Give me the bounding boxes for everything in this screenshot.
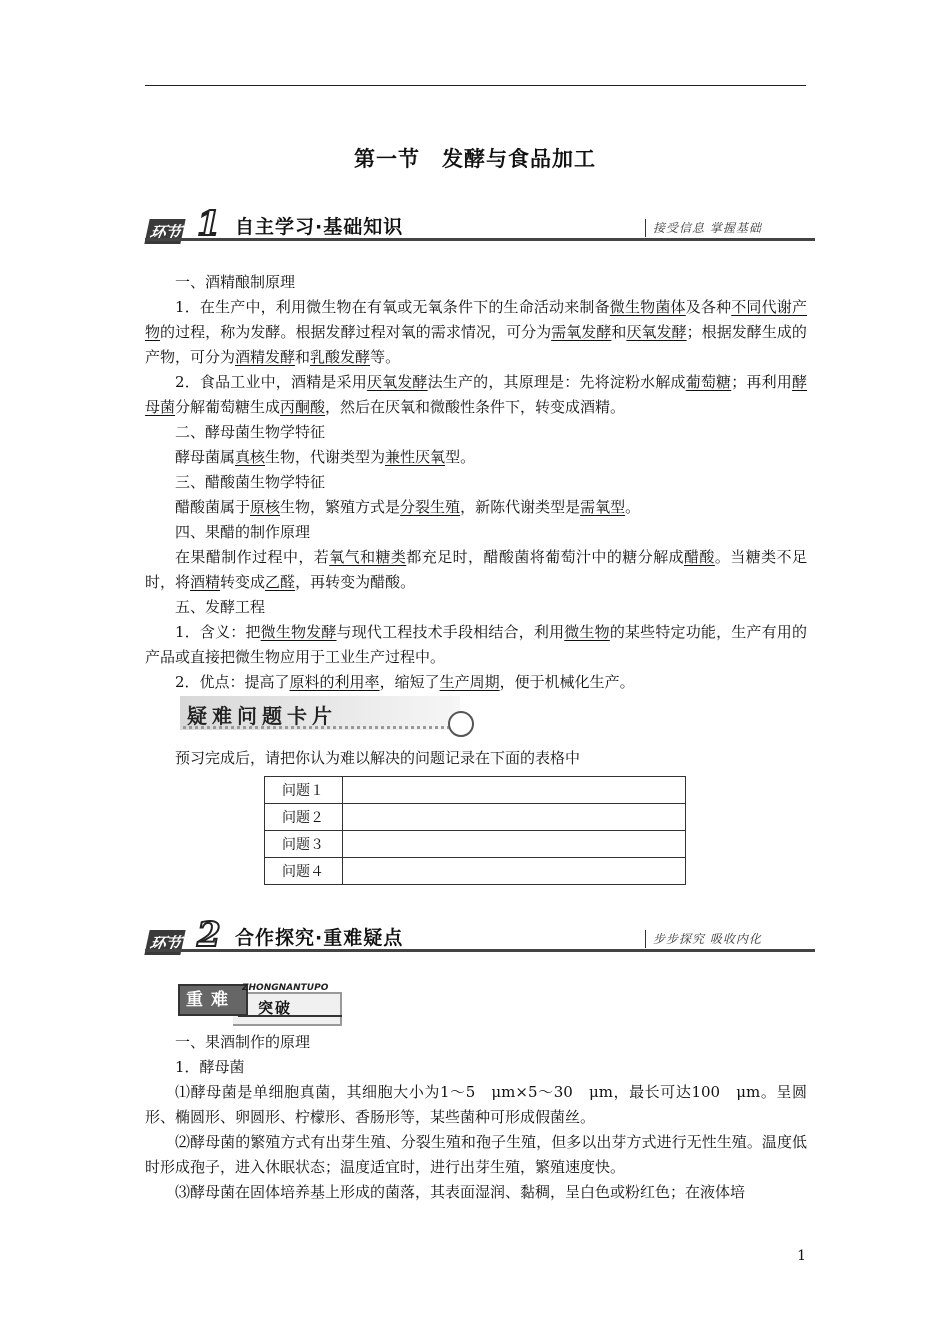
card-intro-text: 预习完成后，请把你认为难以解决的问题记录在下面的表格中	[175, 749, 581, 767]
paragraph-1: 1．在生产中，利用微生物在有氧或无氧条件下的生命活动来制备微生物菌体及各种不同代谢产物的过程，称为发酵。根据发酵过程对氧的需求情况，可分为需氧发酵和厌氧发酵；根据发酵生成的产物，可分为酒精发酵和乳酸发酵等。	[145, 298, 807, 366]
section-1-body	[145, 270, 807, 695]
heading-alcohol-principle: 一、酒精酿制原理	[175, 273, 296, 291]
heading-vinegar: 四、果醋的制作原理	[175, 523, 311, 541]
key-difficulty-main: 重难	[178, 984, 248, 1016]
key-difficulty-sub: 突破	[258, 999, 293, 1017]
section-badge-label: 环节	[144, 930, 185, 955]
paragraph-3: 酵母菌属真核生物，代谢类型为兼性厌氧型。	[175, 448, 476, 466]
question-label: 问题３	[265, 831, 343, 858]
card-intro	[145, 746, 807, 771]
paragraph-7: 2．优点：提高了原料的利用率，缩短了生产周期，便于机械化生产。	[175, 673, 635, 691]
key-difficulty-pinyin: ZHONGNANTUPO	[242, 983, 329, 993]
section-2-tag: 步步探究 吸收内化	[645, 930, 823, 948]
heading-yeast-2: 1．酵母菌	[175, 1058, 245, 1076]
heading-fermentation-engineering: 五、发酵工程	[175, 598, 266, 616]
page-number: 1	[797, 1248, 806, 1264]
heading-wine-principle: 一、果酒制作的原理	[175, 1033, 311, 1051]
section-1-tag: 接受信息 掌握基础	[645, 219, 823, 237]
table-row	[265, 831, 686, 858]
section-badge-label: 环节	[144, 219, 185, 244]
section-rule	[145, 949, 815, 952]
question-card-label: 疑难问题卡片	[187, 704, 337, 728]
header-rule	[145, 85, 806, 86]
table-row	[265, 858, 686, 885]
section-2-heading: 合作探究·重难疑点	[235, 927, 404, 949]
heading-yeast: 二、酵母菌生物学特征	[175, 423, 326, 441]
question-card-banner	[175, 693, 480, 737]
answer-cell[interactable]	[343, 777, 686, 804]
section-badge-number: 1	[197, 204, 221, 244]
title-text: 发酵与食品加工	[442, 147, 596, 171]
section-1-header	[145, 204, 815, 244]
yeast-paragraph-3: ⑶酵母菌在固体培养基上形成的菌落，其表面湿润、黏稠，呈白色或粉红色；在液体培	[175, 1183, 746, 1201]
heading-acetobacter: 三、醋酸菌生物学特征	[175, 473, 326, 491]
section-2-header	[145, 915, 815, 955]
yeast-paragraph-1: ⑴酵母菌是单细胞真菌，其细胞大小为1～5 μm×5～30 μm，最长可达100 μm。呈圆形、椭圆形、卵圆形、柠檬形、香肠形等，某些菌种可形成假菌丝。	[145, 1083, 807, 1126]
question-label: 问题２	[265, 804, 343, 831]
arrow-icon	[238, 1015, 342, 1017]
question-table	[264, 776, 686, 885]
circle-icon	[448, 711, 474, 737]
title-section: 第一节	[354, 147, 420, 171]
answer-cell[interactable]	[343, 804, 686, 831]
paragraph-5: 在果醋制作过程中，若氧气和糖类都充足时，醋酸菌将葡萄汁中的糖分解成醋酸。当糖类不足时，将酒精转变成乙醛，再转变为醋酸。	[145, 548, 807, 591]
page-title	[0, 143, 950, 173]
section-rule	[145, 238, 815, 241]
section-badge-number: 2	[197, 915, 221, 955]
section-2-badge	[145, 915, 225, 955]
paragraph-2: 2．食品工业中，酒精是采用厌氧发酵法生产的，其原理是：先将淀粉水解成葡萄糖；再利用酵母菌分解葡萄糖生成丙酮酸，然后在厌氧和微酸性条件下，转变成酒精。	[145, 373, 807, 416]
paragraph-6: 1．含义：把微生物发酵与现代工程技术手段相结合，利用微生物的某些特定功能，生产有用的产品或直接把微生物应用于工业生产过程中。	[145, 623, 807, 666]
section-2-body	[145, 1030, 807, 1205]
table-row	[265, 804, 686, 831]
question-label: 问题１	[265, 777, 343, 804]
key-difficulty-label	[178, 982, 342, 1026]
answer-cell[interactable]	[343, 858, 686, 885]
question-label: 问题４	[265, 858, 343, 885]
paragraph-4: 醋酸菌属于原核生物，繁殖方式是分裂生殖，新陈代谢类型是需氧型。	[175, 498, 641, 516]
table-row	[265, 777, 686, 804]
answer-cell[interactable]	[343, 831, 686, 858]
section-1-heading: 自主学习·基础知识	[235, 216, 404, 238]
yeast-paragraph-2: ⑵酵母菌的繁殖方式有出芽生殖、分裂生殖和孢子生殖，但多以出芽方式进行无性生殖。温度低时形成孢子，进入休眠状态；温度适宜时，进行出芽生殖，繁殖速度快。	[145, 1133, 807, 1176]
section-1-badge	[145, 204, 225, 244]
